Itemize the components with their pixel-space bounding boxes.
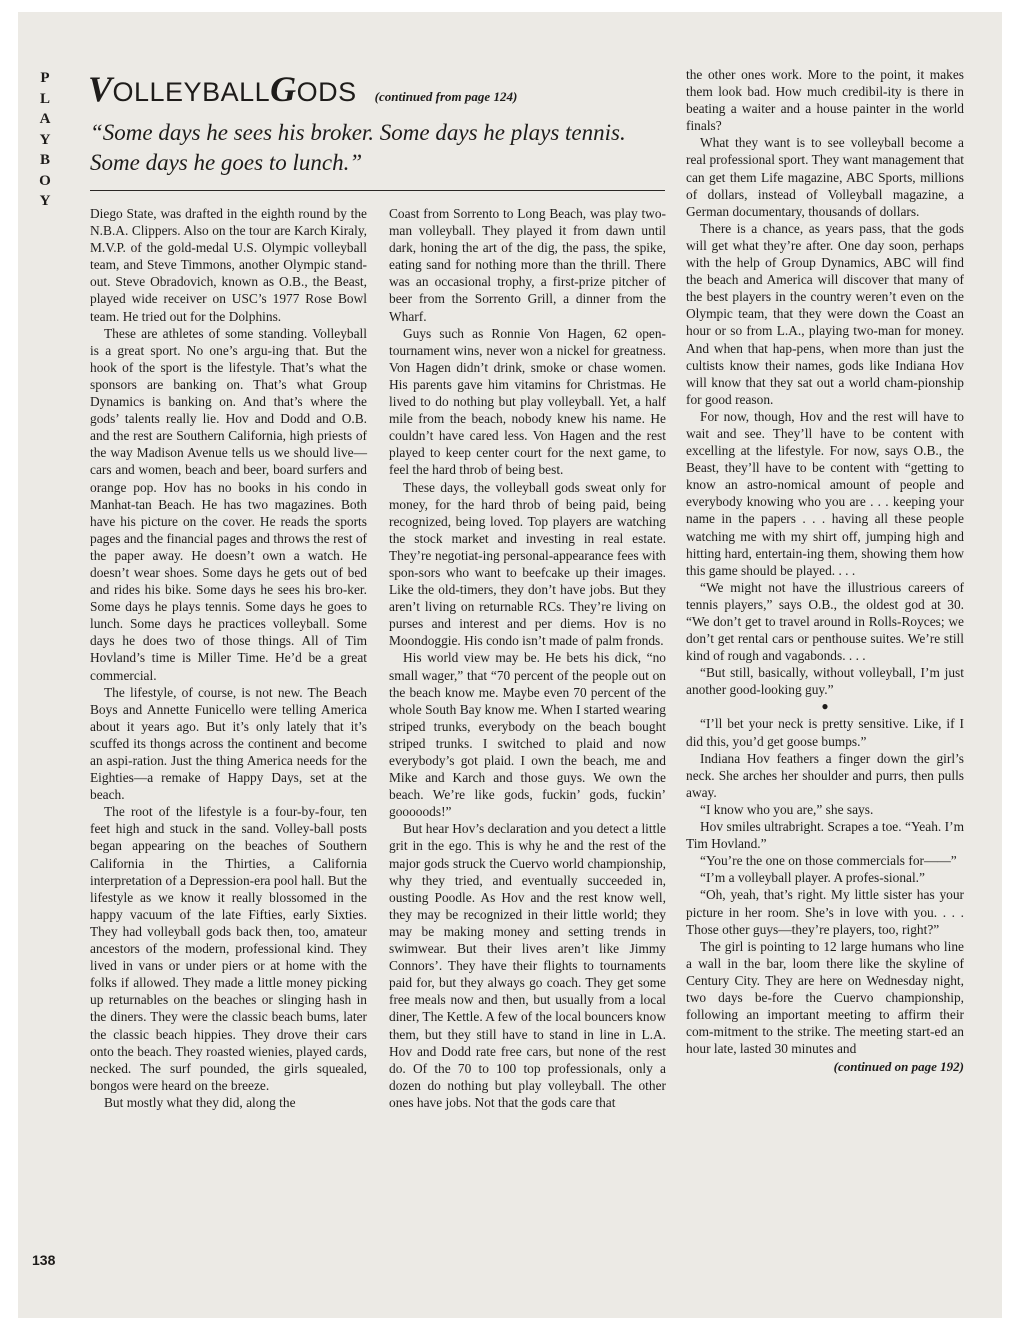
magazine-name-letter: O [39, 172, 51, 189]
paragraph: The lifestyle, of course, is not new. The Beach Boys and Annette Funicello were telling America about it years ago. But it’s only lately that it’s scuffed its thongs across the continent and become an aspi-ration. Just the thing America needs for the Eighties—a remake of Happy Days, set at the beach. [90, 684, 367, 803]
page-number: 138 [32, 1252, 56, 1268]
magazine-name-letter: L [39, 90, 50, 107]
paragraph: “You’re the one on those commercials for——” [700, 853, 957, 869]
paragraph: The girl is pointing to 12 large humans who line a wall in the bar, loom there like the skyline of Century City. They are here on Wednesday night, two days be-fore the Cuervo championship, following an important meeting to affirm their com-mitment to the strike. The meeting start-ed an hour late, lasted 30 minutes and [686, 938, 964, 1057]
text-column-2 [389, 205, 666, 1111]
paragraph: Indiana Hov feathers a finger down the girl’s neck. She arches her shoulder and purrs, then pulls away. [686, 750, 964, 800]
pull-quote: “Some days he sees his broker. Some days he plays tennis. Some days he goes to lunch.” [90, 120, 626, 175]
article-title: VOLLEYBALLGODS [88, 69, 357, 109]
paragraph: Coast from Sorrento to Long Beach, was play two-man volleyball. They played it from dawn until dark, honing the art of the dig, the pass, the spike, eating sand for nothing more than the thrill. There was an occasional trophy, a first-prize pitcher of beer from the Sorrento Grill, a dinner from the Wharf. [389, 206, 666, 324]
paragraph: “I’m a volleyball player. A profes-sional.” [700, 870, 925, 886]
magazine-name-letter: A [39, 111, 51, 127]
paragraph: “Oh, yeah, that’s right. My little sister has your picture in her room. She’s in love with you. . . . Those other guys—they’re players, too, right?” [686, 887, 964, 937]
magazine-name-letter: B [39, 152, 50, 168]
paragraph: For now, though, Hov and the rest will have to wait and see. They’ll have to be content with excelling at the lifestyle. For now, says O.B., the Beast, they’ll have to be content with “getting to know an astro-nomical amount of people and everybody knowing who you are . . . keeping your name in the papers . . . having all these people watching me with my shirt off, jumping high and hitting hard, entertain-ing them, showing them how this game should be played. . . . [686, 408, 964, 578]
continued-on-note: (continued on page 192) [833, 1059, 964, 1075]
magazine-name-letter: Y [39, 131, 51, 148]
paragraph: Hov smiles ultrabright. Scrapes a toe. “Yeah. I’m Tim Hovland.” [686, 819, 964, 852]
paragraph: But mostly what they did, along the [104, 1094, 296, 1110]
continued-from-note: (continued from page 124) [374, 89, 518, 104]
magazine-name-vertical [32, 68, 58, 212]
magazine-name-letter: P [40, 70, 50, 86]
paragraph: the other ones work. More to the point, it makes them look bad. How much credibil-ity is there in beating a waiter and a house painter in the world finals? [686, 67, 964, 134]
header-divider [90, 190, 665, 191]
paragraph: “I know who you are,” she says. [700, 801, 874, 817]
paragraph: “We might not have the illustrious careers of tennis players,” says O.B., the oldest god at 30. “We don’t get to travel around in Rolls-Royces; we don’t get rental cars or penthouse suites. We’re still kind of rough and vagabonds. . . . [686, 579, 964, 664]
paragraph: Diego State, was drafted in the eighth round by the N.B.A. Clippers. Also on the tour are Karch Kiraly, M.V.P. of the gold-medal U.S. Olympic volleyball team, and Steve Timmons, another Olympic stand-out. Steve Obradovich, known as O.B., the Beast, played wide receiver on USC’s 1977 Rose Bowl team. He tried out for the Dolphins. [90, 206, 367, 324]
paragraph: Guys such as Ronnie Von Hagen, 62 open-tournament wins, never won a nickel for greatness. Von Hagen didn’t drink, smoke or chase women. His parents gave him vitamins for Christmas. He lived to do nothing but play volleyball. Yet, a half mile from the beach, nobody knew his name. He couldn’t have cared less. Von Hagen and the rest played to keep center court for the next game, to feel the hard throb of being best. [389, 325, 666, 478]
paragraph: There is a chance, as years pass, that the gods will get what they’re after. One day soon, perhaps with the help of Group Dynamics, ABC will find the beach and America will discover that many of the best players in the country weren’t even on the Olympic team, that they were down the Coast an hour or so from L.A., playing two-man for money. And when that hap-pens, when more than just the cultists know their names, gods like Indiana Hov will know that they sat out a world cham-pionship for good reason. [686, 220, 964, 407]
paragraph: The root of the lifestyle is a four-by-four, ten feet high and stuck in the sand. Volley-ball posts began appearing on the beaches of Southern California in the Thirties, a California interpretation of a Depression-era pool hall. But the lifestyle as we know it really blossomed in the happy vacuum of the late Fifties, early Sixties. They had volleyball gods back then, too, amateur ancestors of the modern, professional kind. They lived in vans or under piers or at home with the folks if allowed. They made a little money picking up returnables on the beaches or slinging hash in the diners. They were the classic beach bums, later the classic beach hippies. They drove their cars onto the beach. They roasted wienies, played cards, necked. The surf pounded, the girls squealed, bongos were heard on the breeze. [90, 804, 367, 1093]
article-header [88, 68, 668, 110]
paragraph: These days, the volleyball gods sweat only for money, for the hard throb of being paid, being recognized, being loved. Top players are watching the stock market and investing in real estate. They’re negotiat-ing personal-appearance fees with spon-sors who want to beefcake up their images. Like the old-timers, they don’t have jobs. But they aren’t living on returnable RCs. They’re living on purses and interest and per diems. Hov is no Moondoggie. His condo isn’t made of palm fronds. [389, 479, 666, 649]
paragraph: These are athletes of some standing. Volleyball is a great sport. No one’s argu-ing that. But the hook of the sport is the lifestyle. That’s what the sponsors are banking on. That’s what Group Dynamics is banking on. And that’s where the gods’ talents really lie. Hov and Dodd and O.B. and the rest are Southern California, high priests of the way Madison Avenue tells us we should live—cars and women, beach and beer, board surfers and orange pop. Hov has no books in his condo in Manhat-tan Beach. He has two magazines. Both have his picture on the cover. He reads the sports pages and the financial pages and throws the rest of the paper away. He doesn’t own a watch. He doesn’t wear shoes. Some days he gets out of bed and rides his bike. Some days he sees his bro-ker. Some days he plays tennis. Some days he goes to lunch. Some days he practices volleyball. Some days he does two of those things. All of Tim Hovland’s time is Miller Time. He’d be a great commercial. [90, 325, 367, 683]
text-column-3 [686, 66, 964, 1075]
paragraph: His world view may be. He bets his dick, “no small wager,” that “70 percent of the people out on the beach know me. Maybe even 70 percent of the whole South Bay know me. When I started wearing striped trunks, everybody on the beach bought striped trunks. I switched to plaid and now everybody’s got plaid. I own the beach, me and Mike and Karch and those guys. We own the beach. We’re like gods, fuckin’ gods, fuckin’ gooooods!” [389, 650, 666, 820]
paragraph: “But still, basically, without volleyball, I’m just another good-looking guy.” [686, 665, 964, 698]
text-column-1 [90, 205, 367, 1111]
magazine-name-letter: Y [39, 193, 51, 209]
paragraph: What they want is to see volleyball become a real professional sport. They want management that can get them Life magazine, ABC Sports, millions of dollars, instead of Volleyball magazine, a German documentary, thousands of dollars. [686, 135, 964, 219]
paragraph: “I’ll bet your neck is pretty sensitive. Like, if I did this, you’d get goose bumps.” [686, 716, 964, 749]
section-break-bullet: ● [821, 699, 829, 714]
paragraph: But hear Hov’s declaration and you detect a little grit in the ego. This is why he and the rest of the major gods struck the Cuervo world championship, why they tried, and eventually succeeded in, ousting Poodle. As Hov and the rest know well, they may be recognized in their little world; they may be making money and setting trends in swimwear. But their lives aren’t like Jimmy Connors’. They have their flights to tournaments paid for, but they always go coach. They get some free meals now and then, but usually from a local diner, The Kettle. A few of the local bouncers know them, but they still have to stand in line in L.A. Hov and Dodd rate free cars, but none of the rest do. Of the 70 to 100 top professionals, only a dozen do nothing but play volleyball. The other ones have jobs. Not that the gods care that [389, 821, 666, 1110]
